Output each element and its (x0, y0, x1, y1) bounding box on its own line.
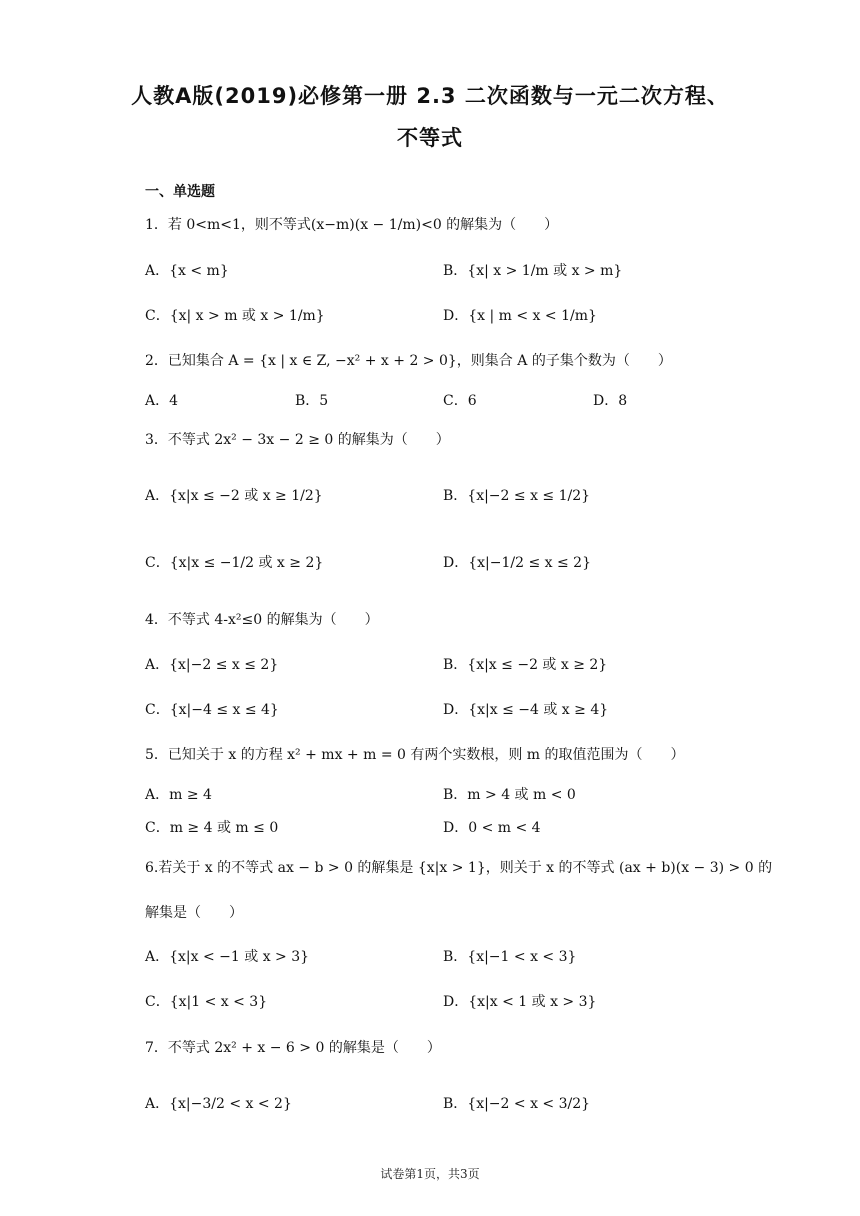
question-3-option-d: D．{x|−1/2 ≤ x ≤ 2} (443, 555, 591, 571)
question-3-option-b: B．{x|−2 ≤ x ≤ 1/2} (443, 488, 591, 504)
question-7-option-b: B．{x|−2 < x < 3/2} (443, 1096, 591, 1112)
question-3-stem: 3．不等式 2x² − 3x − 2 ≥ 0 的解集为（ ） (145, 432, 450, 448)
question-7-stem: 7．不等式 2x² + x − 6 > 0 的解集是（ ） (145, 1040, 441, 1056)
page-footer: 试卷第1页，共3页 (380, 1167, 480, 1181)
question-4-option-d: D．{x|x ≤ −4 或 x ≥ 4} (443, 702, 609, 718)
question-5-stem: 5．已知关于 x 的方程 x² + mx + m = 0 有两个实数根，则 m 的取值范围为（ ） (145, 747, 685, 763)
question-1-option-d: D．{x | m < x < 1/m} (443, 308, 597, 324)
question-2-option-c: C．6 (443, 393, 477, 409)
question-5-option-d: D．0 < m < 4 (443, 820, 541, 836)
question-6-option-d: D．{x|x < 1 或 x > 3} (443, 994, 597, 1010)
question-4-option-c: C．{x|−4 ≤ x ≤ 4} (145, 702, 279, 718)
question-2-option-d: D．8 (593, 393, 628, 409)
question-1-option-c: C．{x| x > m 或 x > 1/m} (145, 308, 325, 324)
question-1-option-a: A．{x < m} (145, 263, 229, 279)
question-1-stem: 1．若 0<m<1，则不等式(x−m)(x − 1/m)<0 的解集为（ ） (145, 217, 559, 233)
question-4-option-b: B．{x|x ≤ −2 或 x ≥ 2} (443, 657, 608, 673)
question-5-option-b: B．m > 4 或 m < 0 (443, 787, 576, 803)
question-6-option-c: C．{x|1 < x < 3} (145, 994, 268, 1010)
question-2-option-b: B．5 (295, 393, 329, 409)
document-title-line1: 人教A版(2019)必修第一册 2.3 二次函数与一元二次方程、 (131, 84, 729, 108)
question-4-option-a: A．{x|−2 ≤ x ≤ 2} (145, 657, 279, 673)
question-1-option-b: B．{x| x > 1/m 或 x > m} (443, 263, 623, 279)
question-6-stem-continued: 解集是（ ） (145, 905, 243, 921)
question-3-option-a: A．{x|x ≤ −2 或 x ≥ 1/2} (145, 488, 323, 504)
question-5-option-c: C．m ≥ 4 或 m ≤ 0 (145, 820, 279, 836)
document-title-line2: 不等式 (397, 126, 463, 150)
section-heading: 一、单选题 (145, 184, 215, 200)
question-6-option-a: A．{x|x < −1 或 x > 3} (145, 949, 310, 965)
question-6-stem: 6.若关于 x 的不等式 ax − b > 0 的解集是 {x|x > 1}，则关于 x 的不等式 (ax + b)(x − 3) > 0 的 (145, 860, 773, 876)
question-4-stem: 4．不等式 4-x²≤0 的解集为（ ） (145, 612, 379, 628)
question-5-option-a: A．m ≥ 4 (145, 787, 212, 803)
question-6-option-b: B．{x|−1 < x < 3} (443, 949, 577, 965)
question-2-option-a: A．4 (145, 393, 179, 409)
question-7-option-a: A．{x|−3/2 < x < 2} (145, 1096, 292, 1112)
question-2-stem: 2．已知集合 A = {x | x ∈ Z, −x² + x + 2 > 0}，则集合 A 的子集个数为（ ） (145, 353, 672, 369)
question-3-option-c: C．{x|x ≤ −1/2 或 x ≥ 2} (145, 555, 324, 571)
